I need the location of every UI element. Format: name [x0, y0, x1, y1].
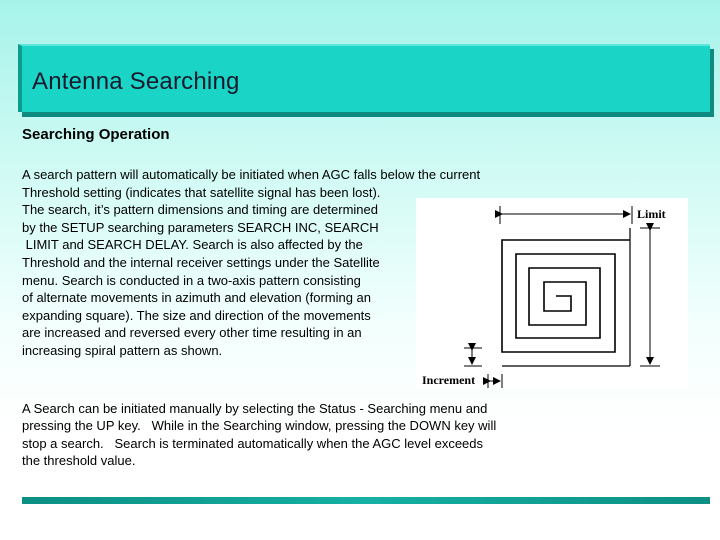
paragraph-line: menu. Search is conducted in a two-axis pattern consisting [22, 272, 361, 288]
slide-title: Antenna Searching [32, 68, 240, 95]
paragraph-line: expanding square). The size and direction of the movements [22, 307, 371, 323]
paragraph-line: pressing the UP key. While in the Searching window, pressing the DOWN key will [22, 418, 497, 434]
bottom-divider [22, 497, 710, 504]
paragraph-line: of alternate movements in azimuth and elevation (forming an [22, 290, 372, 306]
paragraph-line: The search, it’s pattern dimensions and timing are determined [22, 202, 379, 218]
paragraph-line: Threshold setting (indicates that satellite signal has been lost). [22, 184, 381, 200]
limit-label: Limit [637, 207, 666, 221]
body-paragraph-2 [22, 400, 562, 469]
spiral-search-diagram [416, 198, 688, 388]
paragraph-line: increasing spiral pattern as shown. [22, 342, 223, 358]
increment-label: Increment [422, 373, 476, 387]
spiral-path [502, 240, 630, 352]
paragraph-line: A search pattern will automatically be initiated when AGC falls below the current [22, 167, 481, 182]
paragraph-line: Threshold and the internal receiver settings under the Satellite [22, 254, 380, 270]
section-heading: Searching Operation [22, 126, 170, 143]
paragraph-line: LIMIT and SEARCH DELAY. Search is also affected by the [22, 237, 363, 253]
paragraph-line: are increased and reversed every other time resulting in an [22, 325, 362, 341]
paragraph-line: A Search can be initiated manually by selecting the Status - Searching menu and [22, 401, 488, 416]
title-bar [18, 44, 710, 112]
paragraph-line: stop a search. Search is terminated automatically when the AGC level exceeds [22, 435, 484, 451]
spiral-search-svg [416, 198, 688, 388]
paragraph-line: by the SETUP searching parameters SEARCH INC, SEARCH [22, 219, 379, 235]
paragraph-line: the threshold value. [22, 452, 136, 468]
